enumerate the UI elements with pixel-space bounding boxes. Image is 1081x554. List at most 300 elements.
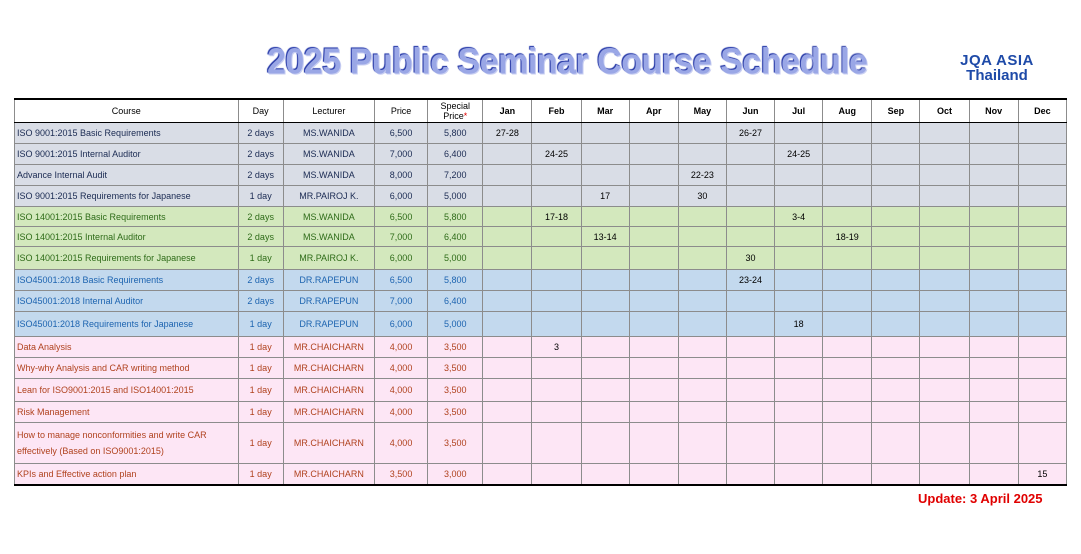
schedule-date-cell	[969, 123, 1018, 144]
schedule-date-cell	[920, 207, 969, 227]
table-row	[15, 337, 1067, 358]
schedule-date-cell	[1018, 165, 1066, 186]
schedule-date-cell	[581, 123, 629, 144]
schedule-date-cell	[775, 379, 823, 402]
schedule-date-cell	[969, 227, 1018, 247]
course-price: 6,000	[375, 247, 428, 270]
schedule-date-cell: 17	[581, 186, 629, 207]
course-duration: 2 days	[238, 165, 283, 186]
schedule-date-cell	[629, 337, 678, 358]
table-row	[15, 312, 1067, 337]
course-name: ISO 9001:2015 Basic Requirements	[15, 123, 239, 144]
schedule-date-cell	[678, 358, 726, 379]
schedule-date-cell	[920, 165, 969, 186]
schedule-date-cell	[629, 123, 678, 144]
course-lecturer: MR.CHAICHARN	[283, 423, 374, 464]
schedule-date-cell	[872, 144, 920, 165]
schedule-date-cell	[969, 144, 1018, 165]
schedule-date-cell	[532, 270, 581, 291]
header-month: Oct	[920, 99, 969, 123]
header-month: Jun	[726, 99, 774, 123]
schedule-date-cell	[581, 165, 629, 186]
header-month: Jul	[775, 99, 823, 123]
schedule-date-cell	[823, 464, 872, 486]
course-lecturer: MS.WANIDA	[283, 227, 374, 247]
table-row	[15, 186, 1067, 207]
schedule-date-cell	[920, 337, 969, 358]
schedule-date-cell	[483, 247, 532, 270]
course-duration: 2 days	[238, 227, 283, 247]
schedule-date-cell	[872, 291, 920, 312]
schedule-date-cell: 15	[1018, 464, 1066, 486]
schedule-date-cell	[629, 402, 678, 423]
schedule-date-cell	[483, 165, 532, 186]
schedule-date-cell: 26-27	[726, 123, 774, 144]
course-name: ISO 14001:2015 Basic Requirements	[15, 207, 239, 227]
course-special-price: 3,500	[428, 402, 483, 423]
schedule-date-cell	[581, 358, 629, 379]
schedule-date-cell	[969, 402, 1018, 423]
schedule-date-cell	[969, 358, 1018, 379]
course-duration: 1 day	[238, 379, 283, 402]
table-row	[15, 291, 1067, 312]
schedule-date-cell: 18-19	[823, 227, 872, 247]
schedule-date-cell	[1018, 402, 1066, 423]
course-lecturer: MR.CHAICHARN	[283, 337, 374, 358]
course-special-price: 5,000	[428, 312, 483, 337]
course-price: 4,000	[375, 423, 428, 464]
schedule-date-cell	[920, 186, 969, 207]
course-name: Advance Internal Audit	[15, 165, 239, 186]
course-lecturer: MR.CHAICHARN	[283, 402, 374, 423]
schedule-date-cell	[775, 358, 823, 379]
schedule-date-cell	[629, 312, 678, 337]
update-date: Update: 3 April 2025	[918, 491, 1043, 506]
schedule-date-cell	[823, 291, 872, 312]
schedule-date-cell	[969, 464, 1018, 486]
schedule-date-cell: 30	[678, 186, 726, 207]
course-price: 6,500	[375, 270, 428, 291]
course-duration: 1 day	[238, 464, 283, 486]
schedule-date-cell	[678, 227, 726, 247]
header-price: Price	[375, 99, 428, 123]
logo-line-1: JQA ASIA	[960, 52, 1034, 69]
header-special-price: Special Price*	[428, 99, 483, 123]
header-month: Jan	[483, 99, 532, 123]
course-duration: 2 days	[238, 270, 283, 291]
schedule-date-cell	[823, 144, 872, 165]
course-special-price: 3,500	[428, 423, 483, 464]
schedule-date-cell	[532, 402, 581, 423]
schedule-date-cell	[872, 207, 920, 227]
schedule-date-cell	[678, 402, 726, 423]
schedule-date-cell	[872, 165, 920, 186]
course-name: ISO 9001:2015 Internal Auditor	[15, 144, 239, 165]
course-lecturer: MR.CHAICHARN	[283, 379, 374, 402]
schedule-date-cell: 3-4	[775, 207, 823, 227]
course-name: Data Analysis	[15, 337, 239, 358]
schedule-date-cell	[629, 358, 678, 379]
schedule-date-cell	[775, 247, 823, 270]
header-row	[15, 99, 1067, 123]
table-row	[15, 358, 1067, 379]
course-duration: 1 day	[238, 247, 283, 270]
table-row	[15, 227, 1067, 247]
header-month: Feb	[532, 99, 581, 123]
course-name: ISO45001:2018 Requirements for Japanese	[15, 312, 239, 337]
header-month: Sep	[872, 99, 920, 123]
schedule-date-cell	[726, 337, 774, 358]
course-duration: 1 day	[238, 337, 283, 358]
schedule-date-cell	[581, 379, 629, 402]
course-special-price: 3,000	[428, 464, 483, 486]
course-lecturer: MR.CHAICHARN	[283, 464, 374, 486]
course-price: 3,500	[375, 464, 428, 486]
schedule-date-cell	[775, 464, 823, 486]
schedule-date-cell	[969, 270, 1018, 291]
schedule-date-cell	[823, 358, 872, 379]
schedule-date-cell	[920, 123, 969, 144]
schedule-date-cell	[726, 379, 774, 402]
course-lecturer: MR.PAIROJ K.	[283, 186, 374, 207]
course-special-price: 5,800	[428, 207, 483, 227]
course-price: 6,000	[375, 312, 428, 337]
schedule-date-cell	[775, 402, 823, 423]
header-day: Day	[238, 99, 283, 123]
schedule-date-cell: 27-28	[483, 123, 532, 144]
table-row	[15, 144, 1067, 165]
schedule-date-cell	[969, 165, 1018, 186]
schedule-date-cell	[483, 312, 532, 337]
schedule-date-cell	[483, 207, 532, 227]
schedule-date-cell	[969, 312, 1018, 337]
course-name: ISO 9001:2015 Requirements for Japanese	[15, 186, 239, 207]
schedule-date-cell	[678, 312, 726, 337]
schedule-date-cell	[483, 337, 532, 358]
schedule-date-cell	[823, 247, 872, 270]
schedule-date-cell	[872, 270, 920, 291]
course-special-price: 3,500	[428, 379, 483, 402]
schedule-date-cell	[532, 165, 581, 186]
schedule-date-cell	[629, 423, 678, 464]
schedule-date-cell	[483, 379, 532, 402]
schedule-date-cell	[1018, 379, 1066, 402]
schedule-date-cell	[726, 423, 774, 464]
course-price: 6,500	[375, 207, 428, 227]
schedule-date-cell	[775, 291, 823, 312]
schedule-date-cell	[969, 337, 1018, 358]
company-logo	[944, 53, 1050, 83]
schedule-date-cell	[483, 423, 532, 464]
schedule-date-cell	[920, 144, 969, 165]
table-row	[15, 402, 1067, 423]
course-duration: 1 day	[238, 423, 283, 464]
schedule-date-cell	[678, 270, 726, 291]
schedule-date-cell	[483, 144, 532, 165]
schedule-date-cell	[872, 402, 920, 423]
schedule-date-cell	[726, 464, 774, 486]
schedule-date-cell	[483, 227, 532, 247]
course-lecturer: MS.WANIDA	[283, 123, 374, 144]
schedule-date-cell	[726, 402, 774, 423]
schedule-date-cell	[629, 207, 678, 227]
schedule-date-cell	[823, 379, 872, 402]
schedule-date-cell	[678, 247, 726, 270]
schedule-date-cell	[872, 423, 920, 464]
schedule-date-cell	[872, 379, 920, 402]
schedule-date-cell	[678, 291, 726, 312]
table-row	[15, 207, 1067, 227]
schedule-date-cell	[581, 464, 629, 486]
course-duration: 2 days	[238, 144, 283, 165]
schedule-date-cell	[775, 270, 823, 291]
schedule-date-cell	[581, 402, 629, 423]
header-month: Nov	[969, 99, 1018, 123]
schedule-date-cell	[581, 312, 629, 337]
schedule-date-cell	[920, 464, 969, 486]
schedule-date-cell	[532, 423, 581, 464]
header-month: Dec	[1018, 99, 1066, 123]
page-title: 2025 Public Seminar Course Schedule	[266, 41, 806, 85]
course-special-price: 6,400	[428, 291, 483, 312]
schedule-date-cell	[629, 291, 678, 312]
schedule-date-cell	[532, 379, 581, 402]
schedule-date-cell: 18	[775, 312, 823, 337]
schedule-date-cell	[629, 144, 678, 165]
schedule-date-cell	[678, 423, 726, 464]
schedule-date-cell	[823, 402, 872, 423]
course-lecturer: MS.WANIDA	[283, 144, 374, 165]
schedule-date-cell	[581, 423, 629, 464]
schedule-date-cell	[872, 312, 920, 337]
schedule-date-cell	[823, 165, 872, 186]
course-price: 7,000	[375, 144, 428, 165]
course-name: ISO45001:2018 Internal Auditor	[15, 291, 239, 312]
course-duration: 2 days	[238, 291, 283, 312]
schedule-date-cell	[823, 312, 872, 337]
schedule-date-cell	[775, 186, 823, 207]
course-lecturer: MS.WANIDA	[283, 165, 374, 186]
header-month: Mar	[581, 99, 629, 123]
schedule-date-cell	[726, 358, 774, 379]
schedule-date-cell	[581, 247, 629, 270]
course-duration: 1 day	[238, 402, 283, 423]
schedule-date-cell	[532, 291, 581, 312]
schedule-date-cell	[483, 358, 532, 379]
course-price: 4,000	[375, 402, 428, 423]
course-name: ISO 14001:2015 Requirements for Japanese	[15, 247, 239, 270]
schedule-date-cell	[678, 123, 726, 144]
schedule-date-cell	[775, 123, 823, 144]
schedule-date-cell	[969, 423, 1018, 464]
schedule-date-cell	[920, 227, 969, 247]
schedule-date-cell	[629, 379, 678, 402]
schedule-date-cell	[1018, 186, 1066, 207]
schedule-date-cell: 13-14	[581, 227, 629, 247]
course-lecturer: MR.CHAICHARN	[283, 358, 374, 379]
course-duration: 1 day	[238, 312, 283, 337]
table-row	[15, 247, 1067, 270]
schedule-date-cell	[872, 464, 920, 486]
schedule-date-cell	[483, 186, 532, 207]
schedule-date-cell	[629, 186, 678, 207]
schedule-date-cell: 3	[532, 337, 581, 358]
schedule-date-cell	[629, 227, 678, 247]
schedule-date-cell	[920, 379, 969, 402]
schedule-date-cell	[969, 247, 1018, 270]
schedule-date-cell	[775, 423, 823, 464]
course-lecturer: DR.RAPEPUN	[283, 270, 374, 291]
course-name: How to manage nonconformities and write CAR effectively (Based on ISO9001:2015)	[15, 423, 239, 464]
table-row	[15, 123, 1067, 144]
schedule-date-cell	[678, 464, 726, 486]
schedule-date-cell	[483, 291, 532, 312]
schedule-date-cell	[726, 227, 774, 247]
schedule-date-cell	[872, 337, 920, 358]
schedule-date-cell	[920, 291, 969, 312]
schedule-date-cell	[532, 312, 581, 337]
course-price: 6,000	[375, 186, 428, 207]
table-row	[15, 423, 1067, 464]
schedule-date-cell	[920, 423, 969, 464]
course-duration: 1 day	[238, 186, 283, 207]
schedule-date-cell	[969, 291, 1018, 312]
schedule-date-cell	[872, 123, 920, 144]
schedule-date-cell: 24-25	[775, 144, 823, 165]
course-price: 4,000	[375, 358, 428, 379]
schedule-date-cell	[1018, 207, 1066, 227]
schedule-date-cell	[532, 358, 581, 379]
schedule-date-cell: 23-24	[726, 270, 774, 291]
schedule-date-cell: 30	[726, 247, 774, 270]
course-special-price: 5,000	[428, 247, 483, 270]
schedule-date-cell	[823, 270, 872, 291]
course-name: Why-why Analysis and CAR writing method	[15, 358, 239, 379]
schedule-date-cell	[872, 227, 920, 247]
schedule-date-cell	[775, 165, 823, 186]
schedule-date-cell	[629, 165, 678, 186]
schedule-date-cell	[629, 247, 678, 270]
course-duration: 2 days	[238, 123, 283, 144]
schedule-date-cell	[920, 402, 969, 423]
schedule-date-cell	[532, 247, 581, 270]
schedule-date-cell	[1018, 270, 1066, 291]
schedule-date-cell: 24-25	[532, 144, 581, 165]
course-name: Risk Management	[15, 402, 239, 423]
course-lecturer: DR.RAPEPUN	[283, 291, 374, 312]
schedule-date-cell	[581, 337, 629, 358]
course-lecturer: MS.WANIDA	[283, 207, 374, 227]
schedule-date-cell	[920, 247, 969, 270]
schedule-date-cell	[726, 291, 774, 312]
schedule-date-cell	[581, 291, 629, 312]
schedule-date-cell	[483, 464, 532, 486]
schedule-date-cell	[1018, 312, 1066, 337]
schedule-date-cell: 17-18	[532, 207, 581, 227]
schedule-date-cell	[629, 270, 678, 291]
schedule-date-cell	[920, 312, 969, 337]
schedule-date-cell	[1018, 247, 1066, 270]
course-special-price: 5,800	[428, 123, 483, 144]
schedule-date-cell	[726, 312, 774, 337]
schedule-date-cell	[483, 270, 532, 291]
course-special-price: 7,200	[428, 165, 483, 186]
schedule-date-cell	[823, 123, 872, 144]
course-special-price: 3,500	[428, 358, 483, 379]
course-price: 4,000	[375, 379, 428, 402]
course-lecturer: MR.PAIROJ K.	[283, 247, 374, 270]
course-name: Lean for ISO9001:2015 and ISO14001:2015	[15, 379, 239, 402]
course-special-price: 6,400	[428, 144, 483, 165]
course-lecturer: DR.RAPEPUN	[283, 312, 374, 337]
logo-line-2: Thailand	[966, 67, 1028, 84]
schedule-date-cell	[969, 186, 1018, 207]
schedule-date-cell	[581, 207, 629, 227]
course-price: 7,000	[375, 227, 428, 247]
header-month: Apr	[629, 99, 678, 123]
header-lecturer: Lecturer	[283, 99, 374, 123]
schedule-date-cell	[629, 464, 678, 486]
course-duration: 1 day	[238, 358, 283, 379]
schedule-date-cell: 22-23	[678, 165, 726, 186]
schedule-date-cell	[1018, 423, 1066, 464]
schedule-date-cell	[532, 464, 581, 486]
table-row	[15, 379, 1067, 402]
header-month: May	[678, 99, 726, 123]
course-special-price: 6,400	[428, 227, 483, 247]
schedule-date-cell	[678, 379, 726, 402]
course-price: 6,500	[375, 123, 428, 144]
schedule-date-cell	[823, 423, 872, 464]
schedule-date-cell	[581, 270, 629, 291]
course-duration: 2 days	[238, 207, 283, 227]
schedule-table	[14, 98, 1067, 486]
course-name: ISO45001:2018 Basic Requirements	[15, 270, 239, 291]
schedule-date-cell	[532, 123, 581, 144]
schedule-date-cell	[678, 144, 726, 165]
schedule-date-cell	[775, 337, 823, 358]
schedule-date-cell	[678, 207, 726, 227]
schedule-date-cell	[532, 186, 581, 207]
schedule-date-cell	[823, 186, 872, 207]
schedule-date-cell	[823, 207, 872, 227]
schedule-date-cell	[823, 337, 872, 358]
schedule-date-cell	[920, 270, 969, 291]
schedule-date-cell	[969, 207, 1018, 227]
table-row	[15, 464, 1067, 486]
course-price: 7,000	[375, 291, 428, 312]
schedule-date-cell	[775, 227, 823, 247]
schedule-date-cell	[1018, 291, 1066, 312]
schedule-date-cell	[726, 207, 774, 227]
course-price: 8,000	[375, 165, 428, 186]
course-special-price: 5,000	[428, 186, 483, 207]
table-row	[15, 165, 1067, 186]
schedule-date-cell	[872, 186, 920, 207]
schedule-date-cell	[678, 337, 726, 358]
header-month: Aug	[823, 99, 872, 123]
schedule-date-cell	[483, 402, 532, 423]
course-price: 4,000	[375, 337, 428, 358]
schedule-date-cell	[532, 227, 581, 247]
course-name: KPIs and Effective action plan	[15, 464, 239, 486]
schedule-date-cell	[726, 165, 774, 186]
schedule-date-cell	[581, 144, 629, 165]
schedule-date-cell	[872, 358, 920, 379]
schedule-date-cell	[872, 247, 920, 270]
schedule-date-cell	[726, 144, 774, 165]
schedule-date-cell	[1018, 123, 1066, 144]
